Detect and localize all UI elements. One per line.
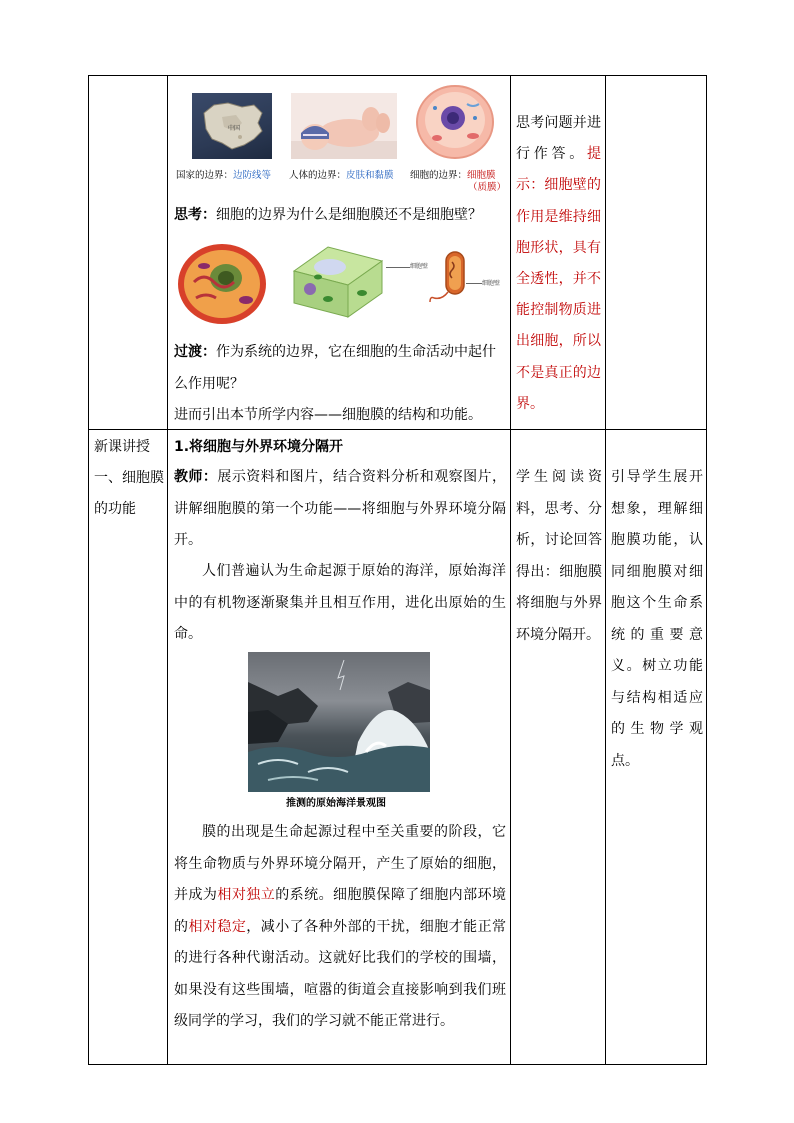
ocean-image	[248, 652, 430, 792]
student-activity-2: 学生阅读资料，思考、分析，讨论回答得出：细胞膜将细胞与外界环境分隔开。	[516, 469, 602, 643]
paragraph-origin: 人们普遍认为生命起源于原始的海洋，原始海洋中的有机物逐渐聚集并且相互作用，进化出原始的生命。	[174, 563, 506, 642]
china-map-image	[192, 93, 272, 159]
baby-caption: 人体的边界：皮肤和黏膜	[289, 170, 394, 181]
animal-cell-image	[415, 82, 495, 162]
column-divider-1	[167, 75, 168, 1065]
transition-text: 过渡：作为系统的边界，它在细胞的生命活动中起什么作用呢？ 进而引出本节所学内容——细胞膜的结构和功能。	[174, 344, 496, 423]
bacteria-image	[428, 248, 480, 304]
map-label: 中国	[228, 125, 241, 132]
cell-caption-2: （质膜）	[468, 182, 507, 193]
bacteria-wall-label: 细胞壁	[482, 280, 501, 287]
think-question: 思考：细胞的边界为什么是细胞膜还不是细胞壁？	[174, 207, 482, 223]
table-top-border	[88, 75, 707, 76]
plant-cell-image	[288, 241, 386, 319]
column-divider-2	[510, 75, 511, 1065]
map-caption: 国家的边界：边防线等	[176, 170, 272, 181]
table-right-border	[706, 75, 707, 1065]
teacher-text: 教师：展示资料和图片，结合资料分析和观察图片，讲解细胞膜的第一个功能——将细胞与外界环境分隔开。	[174, 469, 507, 548]
bacteria-label-line	[466, 283, 482, 284]
animal-cell-3d-image	[176, 242, 268, 326]
plant-label-line	[386, 267, 410, 268]
cell-caption: 细胞的边界：细胞膜	[410, 170, 496, 181]
column-divider-3	[605, 75, 606, 1065]
student-activity-1: 思考问题并进行作答。提示：细胞壁的作用是维持细胞形状，具有全透性，并不能控制物质进出细胞，所以不是真正的边界。	[516, 115, 601, 412]
table-bottom-border	[88, 1064, 707, 1065]
ocean-caption: 推测的原始海洋景观图	[286, 798, 386, 809]
baby-image	[291, 93, 397, 159]
design-intent: 引导学生展开想象，理解细胞膜功能，认同细胞膜对细胞这个生命系统的重要意义。树立功能与结构相适应的生物学观点。	[611, 469, 703, 769]
plant-wall-label: 细胞壁	[410, 263, 429, 270]
paragraph-membrane: 膜的出现是生命起源过程中至关重要的阶段，它将生命物质与外界环境分隔开，产生了原始的细胞，并成为相对独立的系统。细胞膜保障了细胞内部环境的相对稳定，减小了各种外部的干扰，细胞才能正常的进行各种代谢活动。这就好比我们的学校的围墙，如果没有这些围墙，喧嚣的街道会直接影响到我们班级同学的学习，我们的学习就不能正常进行。	[174, 824, 507, 1029]
section-label: 新课讲授 一、细胞膜的功能	[94, 439, 164, 517]
section-heading: 1.将细胞与外界环境分隔开	[174, 439, 344, 455]
table-left-border	[88, 75, 89, 1065]
